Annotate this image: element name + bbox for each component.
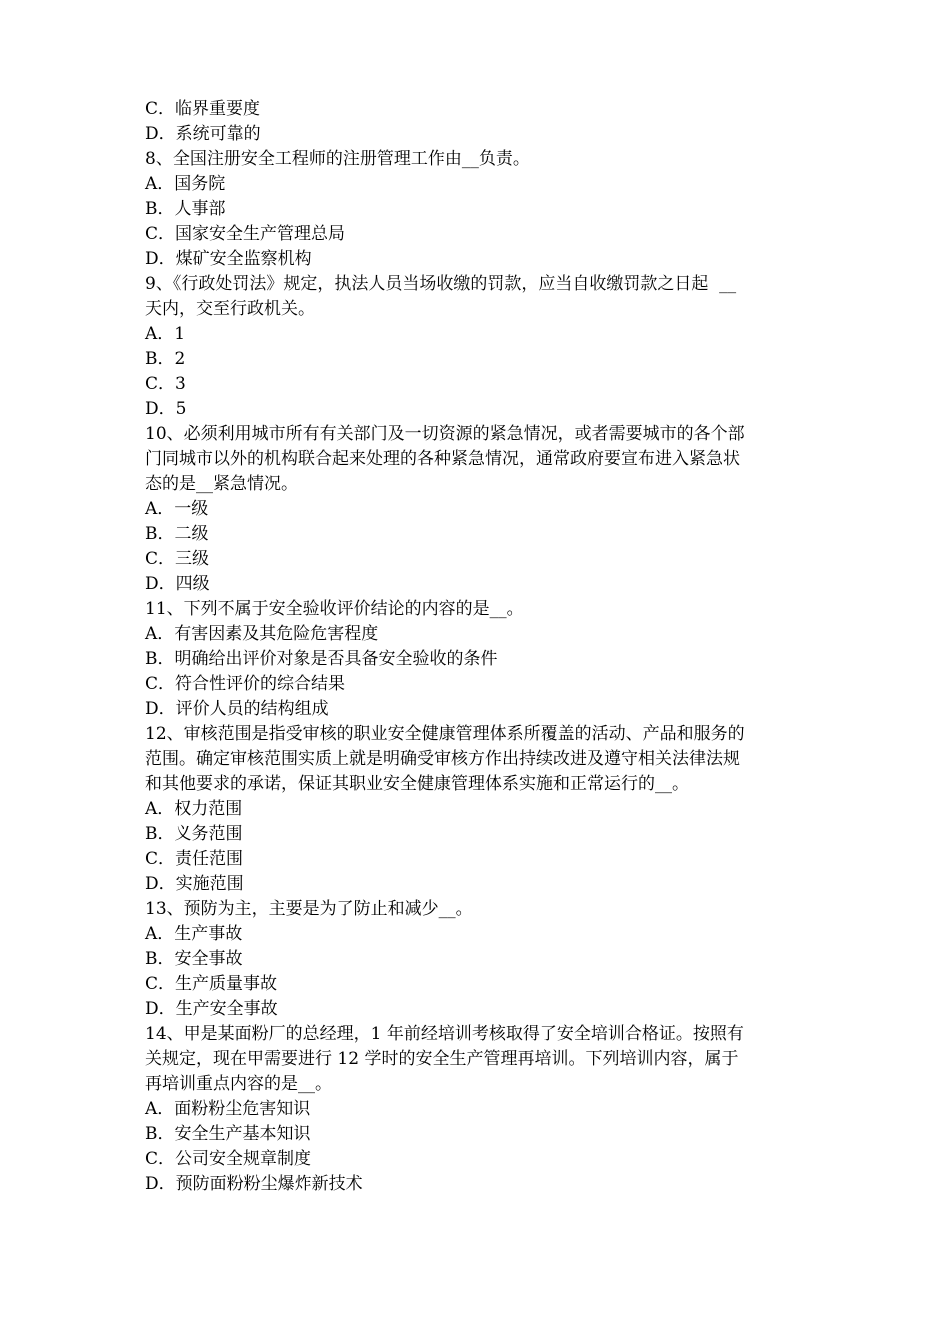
question-13: 13、预防为主，主要是为了防止和减少__。 [145, 899, 473, 919]
option-b-q10: B．二级 [145, 524, 209, 544]
option-a-q9: A．1 [145, 324, 186, 344]
option-a-q14: A．面粉粉尘危害知识 [145, 1099, 311, 1119]
option-c-q13: C．生产质量事故 [145, 974, 278, 994]
question-12-line-3: 和其他要求的承诺，保证其职业安全健康管理体系实施和正常运行的__。 [145, 774, 689, 794]
option-b-q12: B．义务范围 [145, 824, 243, 844]
option-a-q8: A．国务院 [145, 174, 226, 194]
question-10-line-3: 态的是__紧急情况。 [145, 474, 298, 494]
option-b-q11: B．明确给出评价对象是否具备安全验收的条件 [145, 649, 498, 669]
option-b-q14: B．安全生产基本知识 [145, 1124, 311, 1144]
option-a-q10: A．一级 [145, 499, 209, 519]
option-b-q9: B．2 [145, 349, 186, 369]
question-9-line-2: 天内，交至行政机关。 [145, 299, 315, 319]
option-b-q13: B．安全事故 [145, 949, 243, 969]
question-12-line-1: 12、审核范围是指受审核的职业安全健康管理体系所覆盖的活动、产品和服务的 [145, 724, 745, 744]
option-d-q13: D．生产安全事故 [145, 999, 278, 1019]
option-d-q8: D．煤矿安全监察机构 [145, 249, 312, 269]
document-page [145, 97, 815, 1197]
question-10-line-2: 门同城市以外的机构联合起来处理的各种紧急情况，通常政府要宣布进入紧急状 [145, 449, 740, 469]
option-a-q12: A．权力范围 [145, 799, 243, 819]
option-a-q13: A．生产事故 [145, 924, 243, 944]
option-d-q9: D．5 [145, 399, 187, 419]
option-c-q10: C．三级 [145, 549, 210, 569]
question-9-line-1: 9、《行政处罚法》规定，执法人员当场收缴的罚款，应当自收缴罚款之日起 __ [145, 274, 737, 294]
option-c-q8: C．国家安全生产管理总局 [145, 224, 346, 244]
option-d-q10: D．四级 [145, 574, 210, 594]
option-d-q14: D．预防面粉粉尘爆炸新技术 [145, 1174, 363, 1194]
option-b-q8: B．人事部 [145, 199, 226, 219]
option-d-q12: D．实施范围 [145, 874, 244, 894]
question-10-line-1: 10、必须利用城市所有有关部门及一切资源的紧急情况，或者需要城市的各个部 [145, 424, 745, 444]
option-d-q7: D．系统可靠的 [145, 124, 261, 144]
option-c-q11: C．符合性评价的综合结果 [145, 674, 346, 694]
option-c-q12: C．责任范围 [145, 849, 244, 869]
option-d-q11: D．评价人员的结构组成 [145, 699, 329, 719]
question-14-line-1: 14、甲是某面粉厂的总经理，1 年前经培训考核取得了安全培训合格证。按照有 [145, 1024, 744, 1044]
question-12-line-2: 范围。确定审核范围实质上就是明确受审核方作出持续改进及遵守相关法律法规 [145, 749, 740, 769]
option-a-q11: A．有害因素及其危险危害程度 [145, 624, 379, 644]
option-c-q7: C．临界重要度 [145, 99, 261, 119]
question-8: 8、全国注册安全工程师的注册管理工作由__负责。 [145, 149, 530, 169]
question-14-line-2: 关规定，现在甲需要进行 12 学时的安全生产管理再培训。下列培训内容，属于 [145, 1049, 739, 1069]
question-11: 11、下列不属于安全验收评价结论的内容的是__。 [145, 599, 524, 619]
option-c-q14: C．公司安全规章制度 [145, 1149, 312, 1169]
option-c-q9: C．3 [145, 374, 186, 394]
question-14-line-3: 再培训重点内容的是__。 [145, 1074, 332, 1094]
